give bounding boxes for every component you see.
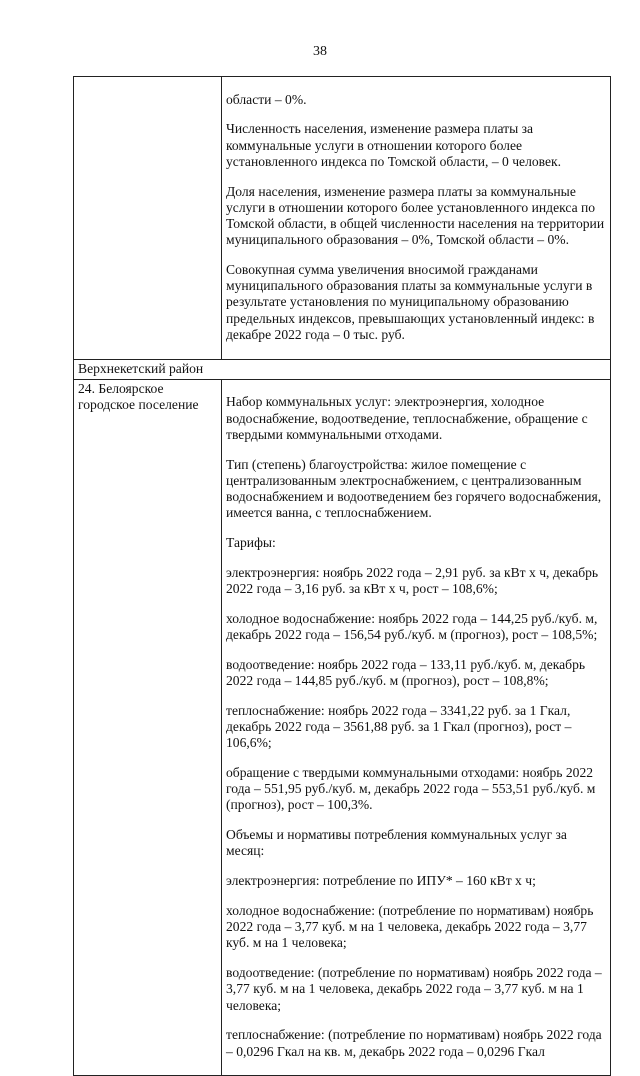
description-cell	[222, 77, 611, 360]
description-paragraph: Набор коммунальных услуг: электроэнергия, холодное водоснабжение, водоотведение, теплоснабжение, обращение с твердыми коммунальными отходами.	[226, 394, 588, 442]
district-row	[74, 359, 611, 379]
description-paragraph: Объемы и нормативы потребления коммунальных услуг за месяц:	[226, 827, 567, 859]
description-paragraph: Численность населения, изменение размера платы за коммунальные услуги в отношении которого более установленного индекса по Томской области, – 0 человек.	[226, 121, 562, 169]
description-cell	[222, 379, 611, 1076]
description-paragraph: Тип (степень) благоустройства: жилое помещение с централизованным электроснабжением, с централизованным водоснабжением и водоотведением без горячего водоснабжения, имеется ванна, с теплоснабжением.	[226, 456, 602, 521]
description-paragraph: холодное водоснабжение: ноябрь 2022 года – 144,25 руб./куб. м, декабрь 2022 года – 156,54 руб./куб. м (прогноз), рост – 108,5%;	[226, 610, 598, 643]
description-paragraph: Совокупная сумма увеличения вносимой гражданами муниципального образования платы за коммунальные услуги в результате установления по муниципальному образованию предельных индексов, превышающих установленный индекс: в декабре 2022 года – 0 тыс. руб.	[226, 262, 595, 342]
municipality-cell	[74, 77, 222, 360]
description-paragraph: теплоснабжение: (потребление по нормативам) ноябрь 2022 года – 0,0296 Гкал на кв. м, декабрь 2022 года – 0,0296 Гкал	[226, 1027, 602, 1059]
description-paragraph: электроэнергия: потребление по ИПУ* – 160 кВт х ч;	[226, 873, 536, 889]
description-paragraph: Доля населения, изменение размера платы за коммунальные услуги в отношении которого более установленного индекса по Томской области, в общей численности населения на территории муниципального образования – 0%, Томской области – 0%.	[226, 183, 605, 248]
description-paragraph: теплоснабжение: ноябрь 2022 года – 3341,22 руб. за 1 Гкал, декабрь 2022 года – 3561,88 руб. за 1 Гкал (прогноз), рост – 106,6%;	[226, 702, 572, 751]
municipality-cell: 24. Белоярское городское поселение	[74, 379, 222, 1076]
table-row	[74, 77, 611, 360]
page-number: 38	[313, 44, 327, 59]
description-paragraph: области – 0%.	[226, 91, 307, 107]
description-paragraph: водоотведение: (потребление по нормативам) ноябрь 2022 года – 3,77 куб. м на 1 человека, декабрь 2022 года – 3,77 куб. м на 1 человека;	[226, 965, 602, 1013]
description-paragraph: водоотведение: ноябрь 2022 года – 133,11 руб./куб. м, декабрь 2022 года – 144,85 руб./куб. м (прогноз), рост – 108,8%;	[226, 656, 586, 689]
description-paragraph: электроэнергия: ноябрь 2022 года – 2,91 руб. за кВт х ч, декабрь 2022 года – 3,16 руб. за кВт х ч, рост – 108,6%;	[226, 564, 599, 597]
document-table	[73, 76, 611, 1076]
district-heading: Верхнекетский район	[74, 359, 611, 379]
description-paragraph: холодное водоснабжение: (потребление по нормативам) ноябрь 2022 года – 3,77 куб. м на 1 человека, декабрь 2022 года – 3,77 куб. м на 1 человека;	[226, 903, 594, 951]
description-paragraph: Тарифы:	[226, 535, 276, 551]
table-row	[74, 379, 611, 1076]
description-paragraph: обращение с твердыми коммунальными отходами: ноябрь 2022 года – 551,95 руб./куб. м, декабрь 2022 года – 553,51 руб./куб. м (прогноз), рост – 100,3%.	[226, 765, 596, 813]
